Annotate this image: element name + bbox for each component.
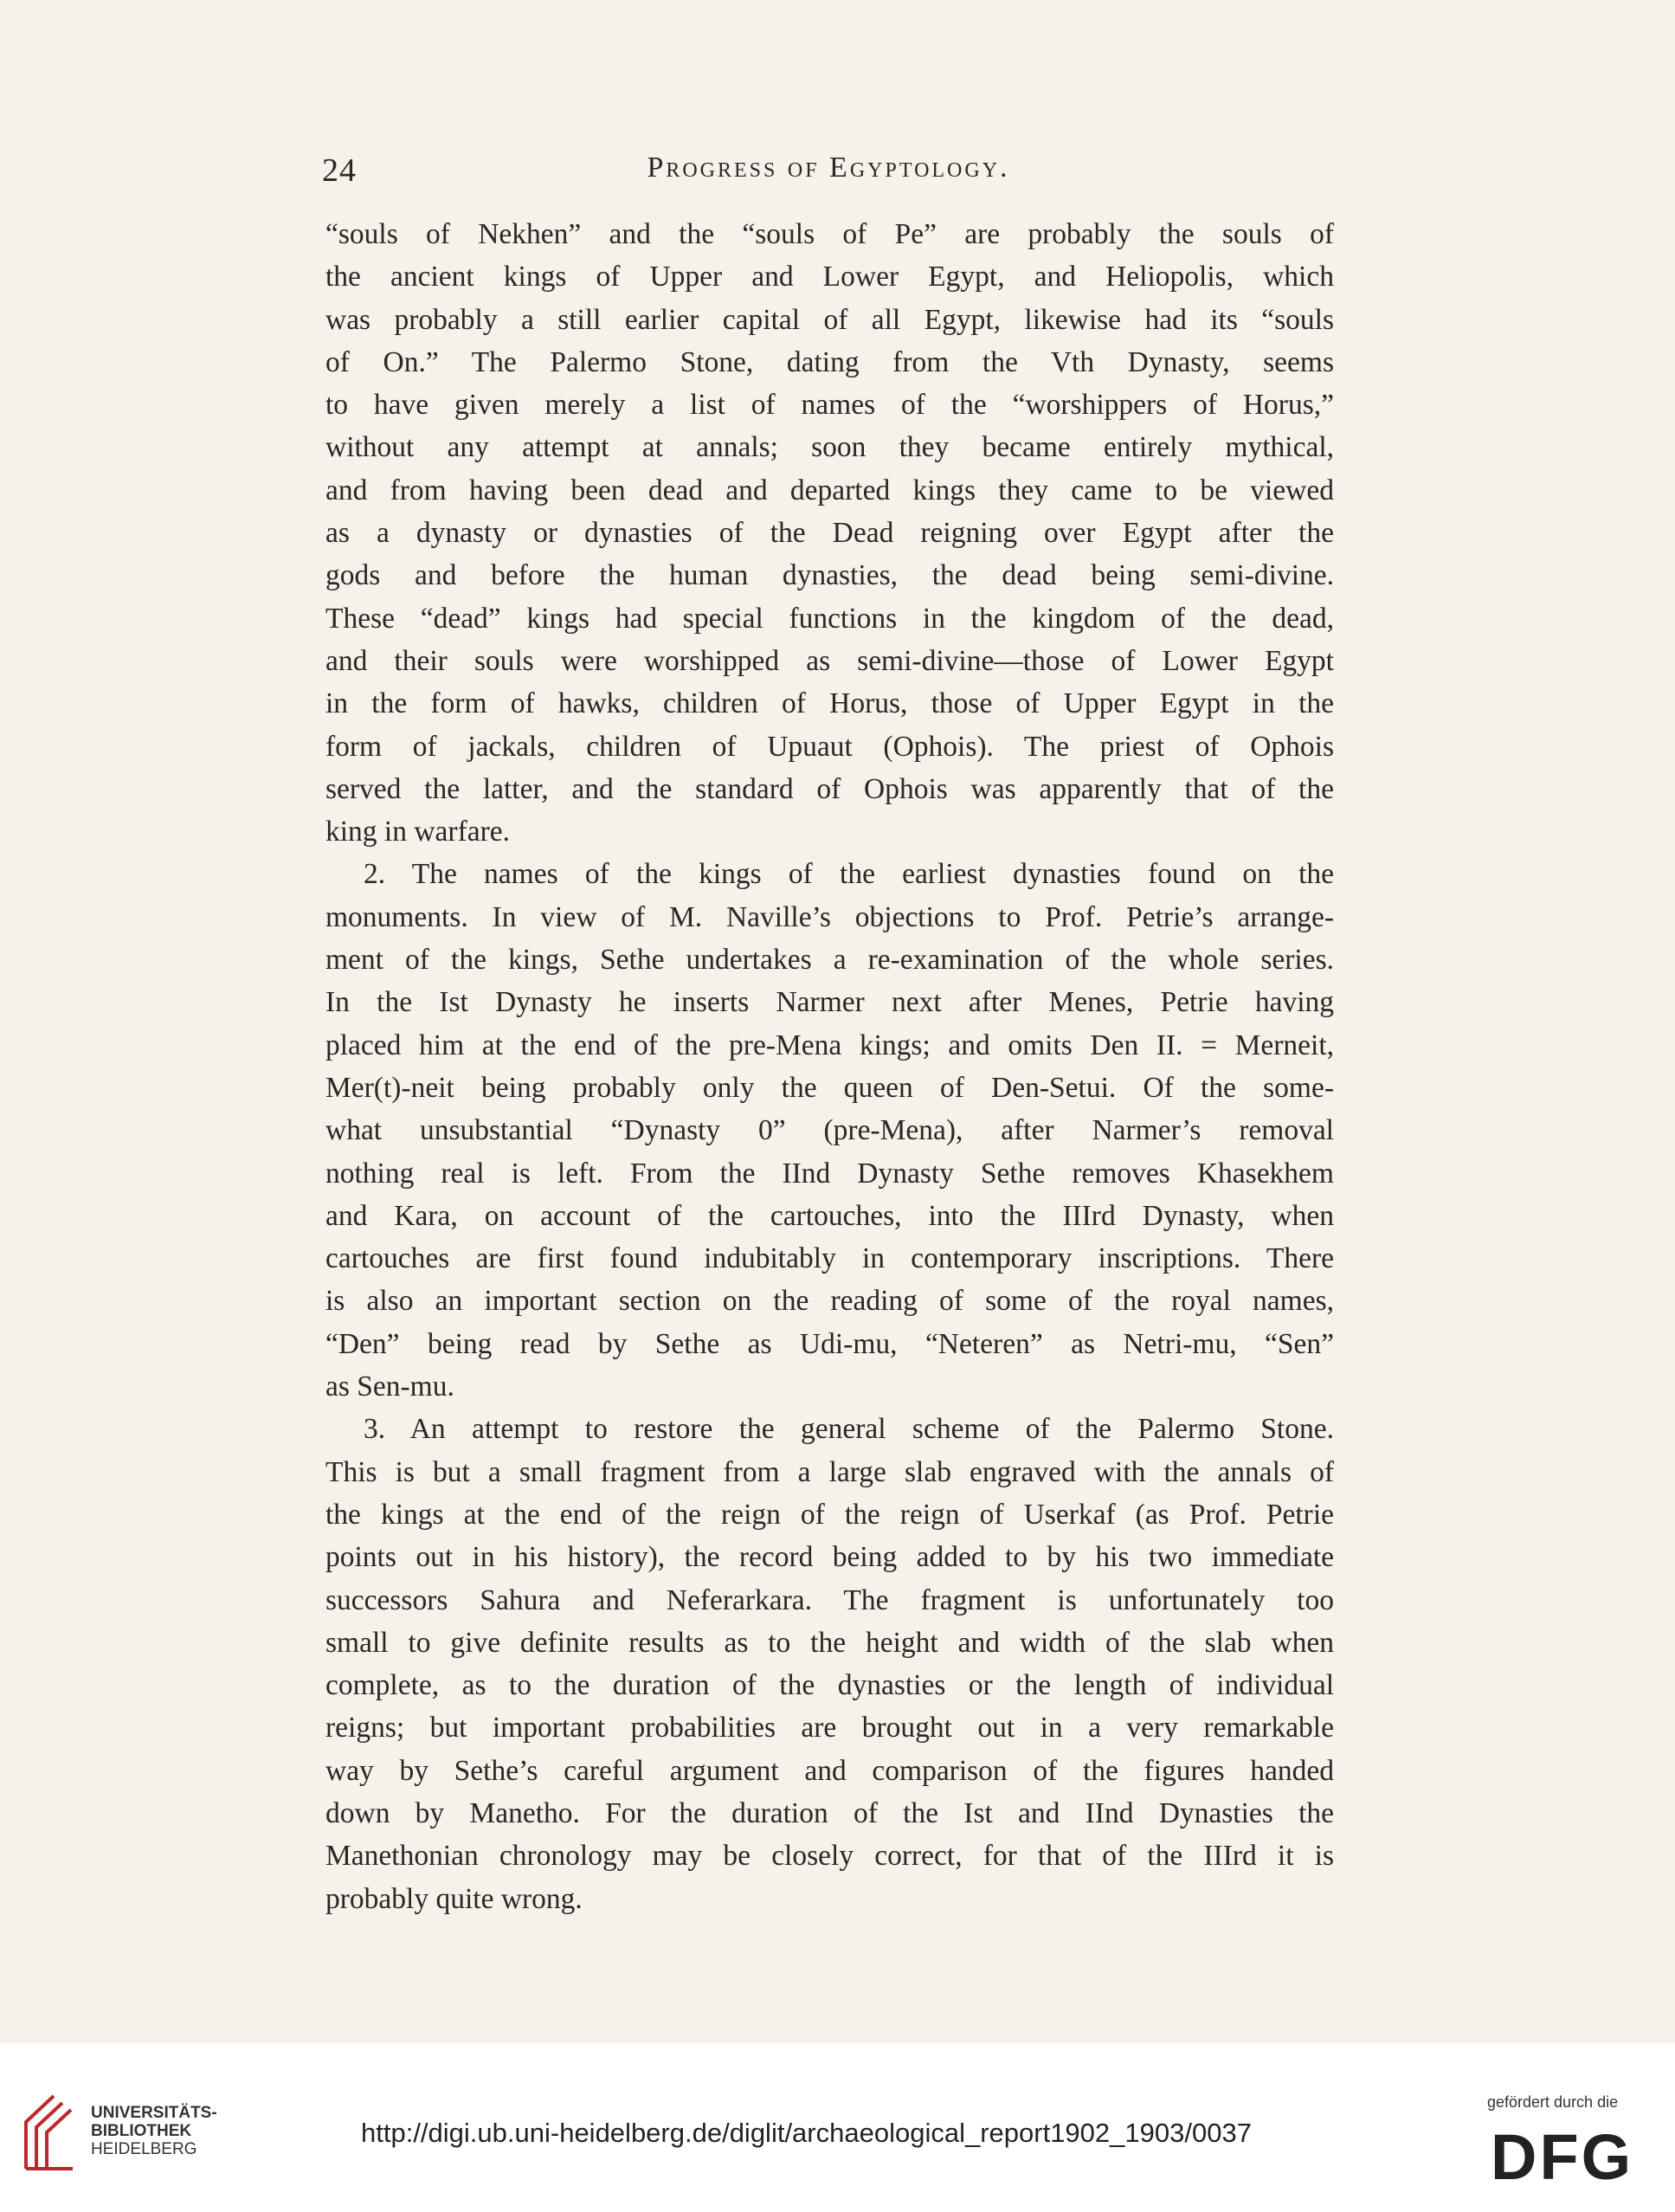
text-line: Manethonian chronology may be closely correct, for that of the IIIrd it is: [325, 1840, 1334, 1873]
text-line: These “dead” kings had special functions in the kingdom of the dead,: [325, 602, 1334, 635]
text-line: gods and before the human dynasties, the dead being semi-divine.: [325, 559, 1334, 592]
text-line: points out in his history), the record being added to by his two immediate: [325, 1541, 1334, 1574]
text-line: what unsubstantial “Dynasty 0” (pre-Mena), after Narmer’s removal: [325, 1114, 1334, 1147]
text-line: complete, as to the duration of the dynasties or the length of individual: [325, 1669, 1334, 1702]
text-line: was probably a still earlier capital of all Egypt, likewise had its “souls: [325, 303, 1334, 336]
text-line: of On.” The Palermo Stone, dating from the Vth Dynasty, seems: [325, 345, 1334, 378]
page-number: 24: [322, 152, 357, 189]
text-line: In the Ist Dynasty he inserts Narmer next after Menes, Petrie having: [325, 986, 1334, 1019]
text-line: monuments. In view of M. Naville’s objections to Prof. Petrie’s arrange-: [325, 900, 1334, 933]
text-line: down by Manetho. For the duration of the Ist and IInd Dynasties the: [325, 1796, 1334, 1829]
text-line: small to give definite results as to the height and width of the slab when: [325, 1626, 1334, 1659]
body-text: [325, 213, 1334, 1920]
library-name-line: HEIDELBERG: [91, 2140, 197, 2158]
running-title: Progress of Egyptology.: [647, 152, 1010, 184]
text-line: form of jackals, children of Upuaut (Ophois). The priest of Ophois: [325, 730, 1334, 763]
text-line: as a dynasty or dynasties of the Dead reigning over Egypt after the: [325, 517, 1334, 550]
text-line: “Den” being read by Sethe as Udi-mu, “Neteren” as Netri-mu, “Sen”: [325, 1327, 1334, 1360]
text-line: and from having been dead and departed kings they came to be viewed: [325, 474, 1334, 506]
text-line: probably quite wrong.: [325, 1882, 583, 1915]
library-name-line: UNIVERSITÄTS-: [91, 2104, 217, 2122]
text-line: way by Sethe’s careful argument and comparison of the figures handed: [325, 1754, 1334, 1787]
text-line: Mer(t)-neit being probably only the queen of Den-Setui. Of the some-: [325, 1071, 1334, 1104]
text-line: ment of the kings, Sethe undertakes a re-examination of the whole series.: [325, 944, 1334, 977]
text-line: and Kara, on account of the cartouches, into the IIIrd Dynasty, when: [325, 1199, 1334, 1232]
library-name-line: BIBLIOTHEK: [91, 2122, 192, 2140]
text-line: as Sen-mu.: [325, 1370, 454, 1403]
text-line: placed him at the end of the pre-Mena kings; and omits Den II. = Merneit,: [325, 1029, 1334, 1061]
dfg-logo: DFG: [1491, 2121, 1634, 2193]
text-line: “souls of Nekhen” and the “souls of Pe” are probably the souls of: [325, 218, 1334, 250]
paragraph-start-line: 2. The names of the kings of the earliest dynasties found on the: [364, 858, 1334, 891]
text-line: and their souls were worshipped as semi-divine—those of Lower Egypt: [325, 644, 1334, 677]
page-header: [322, 152, 1335, 195]
text-line: cartouches are first found indubitably in contemporary inscriptions. There: [325, 1242, 1334, 1275]
library-logo-icon: [19, 2093, 80, 2172]
text-line: nothing real is left. From the IInd Dynasty Sethe removes Khasekhem: [325, 1157, 1334, 1190]
text-line: to have given merely a list of names of the “worshippers of Horus,”: [325, 389, 1334, 422]
text-line: This is but a small fragment from a large slab engraved with the annals of: [325, 1455, 1334, 1488]
funded-by-label: gefördert durch die: [1487, 2093, 1619, 2111]
paragraph-start-line: 3. An attempt to restore the general scheme of the Palermo Stone.: [364, 1413, 1334, 1446]
text-line: king in warfare.: [325, 816, 511, 848]
text-line: the kings at the end of the reign of the reign of Userkaf (as Prof. Petrie: [325, 1498, 1334, 1531]
text-line: without any attempt at annals; soon they became entirely mythical,: [325, 431, 1334, 464]
permalink-url[interactable]: http://digi.ub.uni-heidelberg.de/diglit/archaeological_report1902_1903/0037: [361, 2118, 1252, 2148]
library-name: [91, 2104, 217, 2158]
footer-bar: [0, 2043, 1675, 2212]
text-line: in the form of hawks, children of Horus, those of Upper Egypt in the: [325, 687, 1334, 720]
text-line: successors Sahura and Neferarkara. The fragment is unfortunately too: [325, 1583, 1334, 1616]
text-line: served the latter, and the standard of Ophois was apparently that of the: [325, 772, 1334, 805]
text-line: reigns; but important probabilities are brought out in a very remarkable: [325, 1712, 1334, 1744]
text-line: is also an important section on the reading of some of the royal names,: [325, 1285, 1334, 1318]
text-line: the ancient kings of Upper and Lower Egypt, and Heliopolis, which: [325, 261, 1334, 293]
